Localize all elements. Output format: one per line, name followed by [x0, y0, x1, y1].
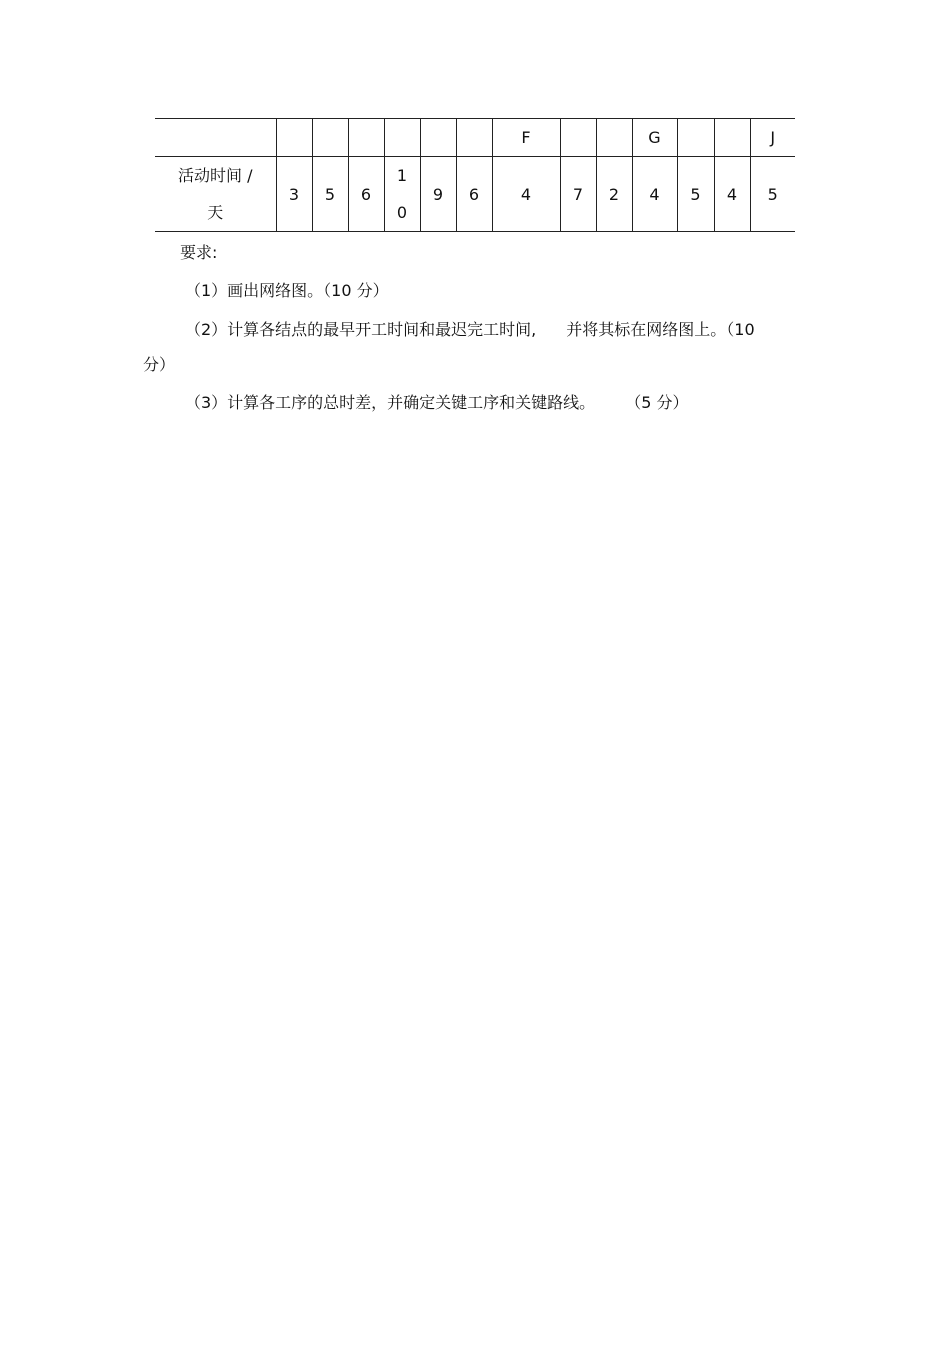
wrapped-value-line1: 1	[396, 166, 408, 185]
activity-time-table	[155, 118, 795, 232]
time-value-cell-wrapped	[384, 157, 420, 232]
requirement-item-1: （1）画出网络图。（10 分）	[185, 281, 389, 300]
time-value-cell: 2	[596, 157, 632, 232]
header-cell	[596, 119, 632, 157]
header-cell	[384, 119, 420, 157]
time-row-label	[155, 157, 276, 232]
requirement-item-2-part1: （2）计算各结点的最早开工时间和最迟完工时间,	[185, 320, 537, 339]
requirement-item-3-part1: （3）计算各工序的总时差，并确定关键工序和关键路线。	[185, 393, 596, 412]
time-value-cell: 4	[492, 157, 560, 232]
time-value-cell: 3	[276, 157, 312, 232]
header-cell-f: F	[492, 119, 560, 157]
header-cell	[714, 119, 750, 157]
requirement-item-2	[185, 317, 755, 340]
requirement-item-2-wrap: 分）	[143, 355, 176, 374]
header-label-cell	[155, 119, 276, 157]
time-row-label-line2: 天	[207, 203, 224, 222]
requirements-heading: 要求:	[180, 243, 218, 262]
time-value-cell: 5	[312, 157, 348, 232]
activity-header-row	[155, 119, 795, 157]
time-value-cell: 6	[456, 157, 492, 232]
time-value-cell: 5	[750, 157, 795, 232]
header-cell	[276, 119, 312, 157]
time-value-cell: 4	[632, 157, 677, 232]
time-row-label-line1: 活动时间 /	[178, 166, 253, 185]
time-value-cell: 9	[420, 157, 456, 232]
header-cell	[420, 119, 456, 157]
time-value-cell: 5	[677, 157, 714, 232]
header-cell	[677, 119, 714, 157]
requirement-item-2-part2: 并将其标在网络图上。（10	[566, 320, 755, 339]
header-cell	[456, 119, 492, 157]
time-value-cell: 6	[348, 157, 384, 232]
activity-time-row	[155, 157, 795, 232]
requirement-item-3	[185, 390, 688, 413]
header-cell	[312, 119, 348, 157]
requirement-item-3-part2: （5 分）	[625, 393, 689, 412]
header-cell-j: J	[750, 119, 795, 157]
header-cell	[560, 119, 596, 157]
header-cell	[348, 119, 384, 157]
wrapped-value-line2: 0	[396, 203, 408, 222]
header-cell-g: G	[632, 119, 677, 157]
time-value-cell: 4	[714, 157, 750, 232]
time-value-cell: 7	[560, 157, 596, 232]
